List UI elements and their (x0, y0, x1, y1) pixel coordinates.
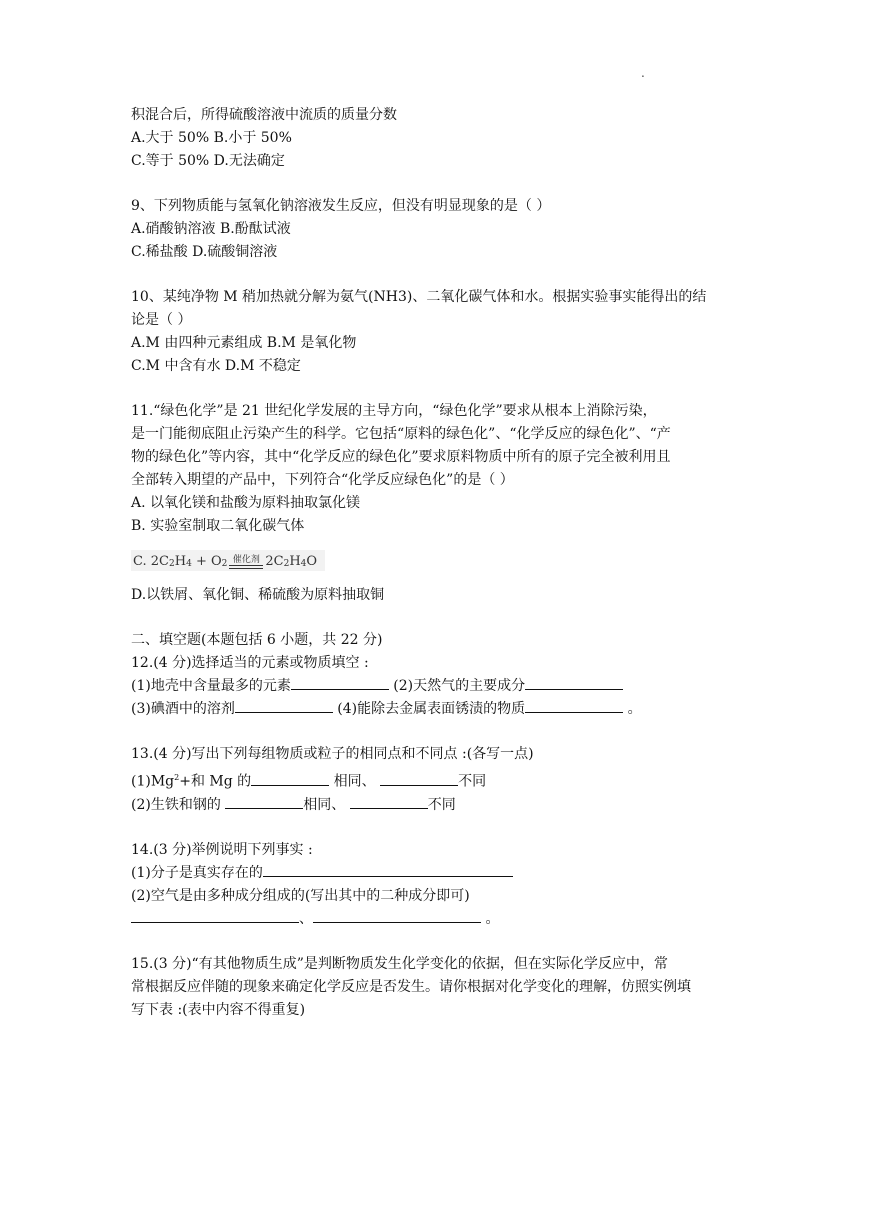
question-stem: 14.(3 分)举例说明下列事实 : (131, 841, 313, 858)
question-stem: 常根据反应伴随的现象来确定化学反应是否发生。请你根据对化学变化的理解，仿照实例填 (131, 978, 691, 995)
options-line: C.M 中含有水 D.M 不稳定 (131, 358, 301, 374)
formula-part: + O (195, 553, 222, 569)
fill-end: 。 (481, 910, 500, 927)
question-stem: 是一门能彻底阻止污染产生的科学。它包括“原料的绿色化”、“化学反应的绿色化”、“产 (131, 426, 671, 442)
formula-part: H (289, 553, 301, 569)
question-stem: 15.(3 分)“有其他物质生成”是判断物质发生化学变化的依据，但在实际化学反应中，常 (131, 955, 668, 972)
fill-prompt: (4)能除去金属表面锈渍的物质 (332, 701, 526, 717)
answer-blank[interactable] (263, 862, 513, 877)
options-line: A.大于 50% B.小于 50% (131, 130, 292, 146)
answer-blank[interactable] (350, 794, 428, 809)
fill-line: (2)空气是由多种成分组成的(写出其中的二种成分即可) (131, 887, 470, 904)
fill-line (131, 698, 741, 721)
fill-prompt: (1)地壳中含量最多的元素 (131, 678, 291, 694)
section-heading: 二、填空题(本题包括 6 小题，共 22 分) (131, 632, 383, 648)
formula-part: H (174, 553, 187, 569)
fill-prompt: 不同 (458, 773, 487, 790)
fill-prompt: +和 Mg 的 (179, 773, 252, 790)
question-11 (131, 400, 741, 607)
fill-prompt: 相同、 (303, 796, 350, 813)
fill-line (131, 862, 741, 885)
question-stem: 9、下列物质能与氢氧化钠溶液发生反应，但没有明显现象的是（ ） (131, 198, 551, 214)
answer-blank[interactable] (251, 771, 329, 786)
question-15 (131, 953, 741, 1022)
question-9 (131, 195, 741, 264)
answer-blank[interactable] (291, 675, 389, 690)
page-mark: . (641, 66, 645, 80)
answer-blank[interactable] (225, 794, 303, 809)
question-10 (131, 286, 741, 378)
question-stem: 全部转入期望的产品中，下列符合“化学反应绿色化”的是（ ） (131, 472, 514, 488)
fill-prompt: (1)Mg (131, 773, 175, 790)
question-stem: 积混合后，所得硫酸溶液中流质的质量分数 (131, 107, 397, 123)
charge-superscript: 2 (174, 773, 180, 782)
question-stem: 写下表 :(表中内容不得重复) (131, 1001, 306, 1018)
option-a: A. 以氧化镁和盐酸为原料抽取氯化镁 (131, 495, 361, 511)
answer-blank[interactable] (313, 908, 481, 923)
options-line: C.等于 50% D.无法确定 (131, 153, 285, 169)
option-b: B. 实验室制取二氧化碳气体 (131, 518, 305, 534)
fill-end: 。 (623, 701, 642, 717)
fill-prompt: (2)生铁和钢的 (131, 796, 226, 813)
fill-prompt: (2)天然气的主要成分 (388, 678, 526, 694)
option-c-label: C. (133, 553, 147, 569)
question-12 (131, 652, 741, 721)
fill-prompt: (1)分子是真实存在的 (131, 864, 263, 881)
question-13 (131, 743, 741, 817)
answer-blank[interactable] (131, 908, 299, 923)
fill-line (131, 794, 741, 817)
options-line: C.稀盐酸 D.硫酸铜溶液 (131, 244, 278, 260)
question-stem: 论是（ ） (131, 312, 192, 328)
formula-reactant: 2C (150, 553, 169, 569)
answer-blank[interactable] (235, 698, 333, 713)
question-stem: 13.(4 分)写出下列每组物质或粒子的相同点和不同点 :(各写一点) (131, 746, 534, 762)
separator: 、 (299, 910, 313, 927)
question-14 (131, 839, 741, 931)
question-stem: 10、某纯净物 M 稍加热就分解为氨气(NH3)、二氧化碳气体和水。根据实验事实能得出的结 (131, 289, 707, 305)
option-d: D.以铁屑、氧化铜、稀硫酸为原料抽取铜 (131, 587, 385, 603)
question-stem: 物的绿色化”等内容，其中“化学反应的绿色化”要求原料物质中所有的原子完全被利用且 (131, 449, 671, 465)
catalyst-label: 催化剂 (232, 554, 260, 565)
fill-line (131, 908, 741, 931)
fill-prompt: 不同 (427, 796, 456, 813)
fill-prompt: (3)碘酒中的溶剂 (131, 701, 235, 717)
answer-blank[interactable] (525, 698, 623, 713)
formula-image: C. 2C 2 H 4 + O 2 催化剂 2C 2 H 4 O (131, 550, 325, 571)
exam-page (131, 104, 741, 1022)
fill-line (131, 675, 741, 698)
question-stem: 11.“绿色化学”是 21 世纪化学发展的主导方向，“绿色化学”要求从根本上消除污染， (131, 403, 657, 419)
fill-line (131, 766, 741, 794)
question-8-tail (131, 104, 741, 173)
options-line: A.硝酸钠溶液 B.酚酞试液 (131, 221, 291, 237)
catalyst-arrow (229, 555, 263, 569)
answer-blank[interactable] (380, 771, 458, 786)
formula-product: 2C (265, 553, 284, 569)
fill-prompt: 相同、 (329, 773, 381, 790)
answer-blank[interactable] (525, 675, 623, 690)
options-line: A.M 由四种元素组成 B.M 是氧化物 (131, 335, 357, 351)
question-stem: 12.(4 分)选择适当的元素或物质填空 : (131, 655, 369, 671)
option-c-formula (131, 542, 741, 578)
